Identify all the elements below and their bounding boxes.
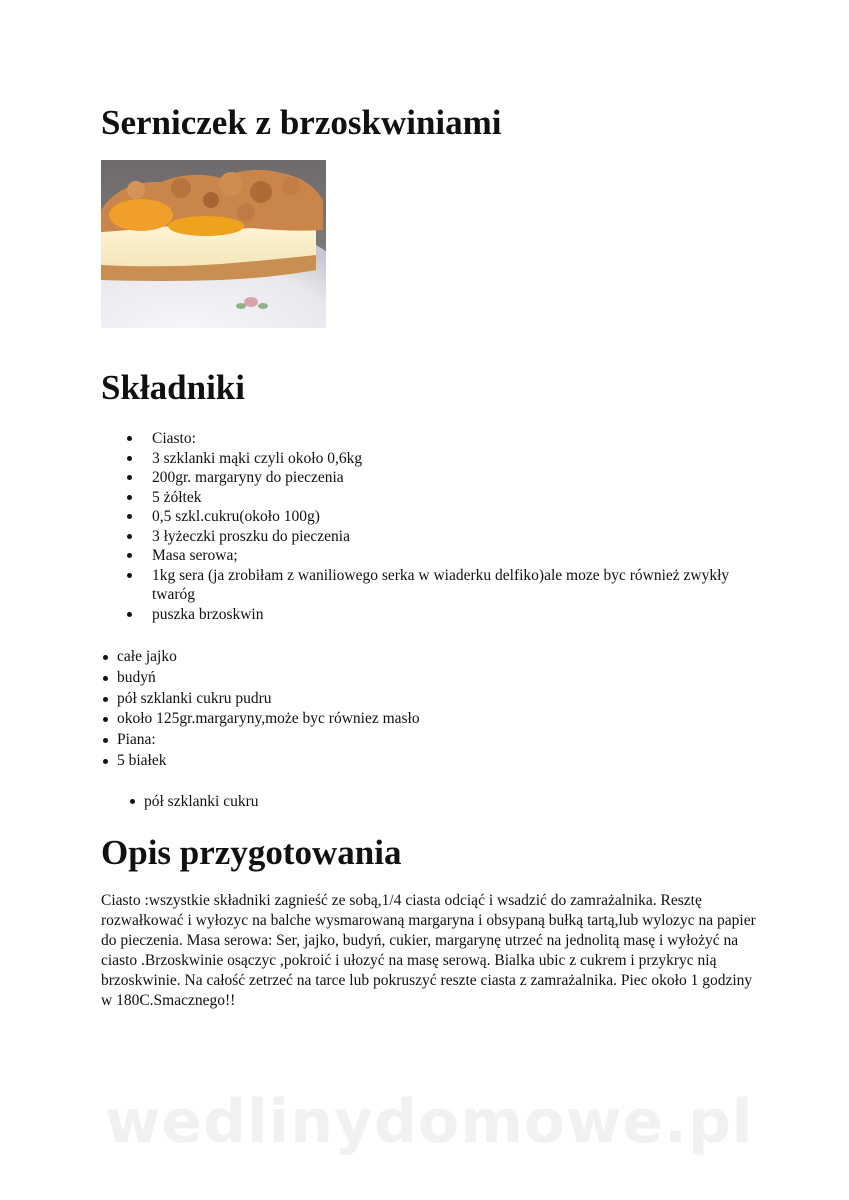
list-item (152, 507, 752, 527)
list-item (117, 668, 717, 689)
ingredients-heading: Składniki (101, 368, 245, 407)
bullet-icon (127, 495, 132, 500)
list-item (152, 605, 752, 625)
bullet-icon (127, 612, 132, 617)
ingredients-list-2 (117, 647, 717, 772)
list-item (144, 792, 744, 812)
bullet-icon (127, 436, 132, 441)
list-item-text: budyń (117, 668, 156, 686)
bullet-icon (103, 655, 108, 660)
bullet-icon (127, 553, 132, 558)
list-item (117, 689, 717, 710)
bullet-icon (127, 514, 132, 519)
list-item (152, 527, 752, 547)
list-item (117, 730, 717, 751)
list-item (152, 566, 752, 605)
list-item-text: 200gr. margaryny do pieczenia (152, 469, 344, 486)
list-item (152, 449, 752, 469)
bullet-icon (127, 573, 132, 578)
bullet-icon (103, 717, 108, 722)
list-item-text: Piana: (117, 731, 156, 749)
bullet-icon (127, 456, 132, 461)
list-item (117, 709, 717, 730)
list-item-text: 3 szklanki mąki czyli około 0,6kg (152, 449, 363, 467)
list-item (152, 546, 752, 566)
list-item-text: Ciasto: (152, 430, 196, 447)
bullet-icon (127, 534, 132, 539)
recipe-photo (101, 160, 326, 328)
bullet-icon (130, 799, 135, 804)
list-item-text: 5 żółtek (152, 488, 202, 506)
preparation-text: Ciasto :wszystkie składniki zagnieść ze sobą,1/4 ciasta odciąć i wsadzić do zamrażalnika. Resztę rozwałkować i wyłozyc na balche wysmarowaną margaryna i obsypaną bułką tartą,lub wylozyc na papier do pieczenia. Masa serowa: Ser, jajko, budyń, cukier, margarynę utrzeć na jednolitą masę i wyłożyć na ciasto .Brzoskwinie osączyc ,pokroić i ułozyć na masę serową. Bialka ubic z cukrem i przykryc nią brzoskwinie. Na całość zetrzeć na tarce lub pokruszyć reszte ciasta z zamrażalnika. Piec około 1 godziny w 180C.Smacznego!! (101, 892, 756, 1009)
list-item (152, 429, 752, 449)
bullet-icon (103, 697, 108, 702)
list-item-text: całe jajko (117, 648, 177, 665)
recipe-title: Serniczek z brzoskwiniami (101, 103, 502, 142)
list-item-text: puszka brzoskwin (152, 605, 264, 623)
list-item (152, 488, 752, 508)
bullet-icon (103, 738, 108, 743)
bullet-icon (103, 676, 108, 681)
ingredients-list-3 (144, 792, 744, 812)
list-item-text: 5 białek (117, 751, 167, 769)
bullet-icon (127, 475, 132, 480)
list-item-text: pół szklanki cukru (144, 793, 259, 810)
list-item (117, 647, 717, 668)
list-item-text: Masa serowa; (152, 547, 238, 564)
preparation-heading: Opis przygotowania (101, 833, 402, 872)
list-item (117, 751, 717, 772)
list-item-text: 3 łyżeczki proszku do pieczenia (152, 527, 350, 545)
list-item (152, 468, 752, 488)
list-item-text: 1kg sera (ja zrobiłam z waniliowego serka w wiaderku delfiko)ale moze byc również zwykły twaróg (152, 566, 730, 603)
list-item-text: pół szklanki cukru pudru (117, 689, 272, 707)
bullet-icon (103, 759, 108, 764)
watermark: wedlinydomowe.pl (105, 1087, 754, 1157)
list-item-text: około 125gr.margaryny,może byc równiez masło (117, 710, 420, 728)
list-item-text: 0,5 szkl.cukru(około 100g) (152, 508, 320, 525)
ingredients-list-1 (152, 429, 752, 624)
